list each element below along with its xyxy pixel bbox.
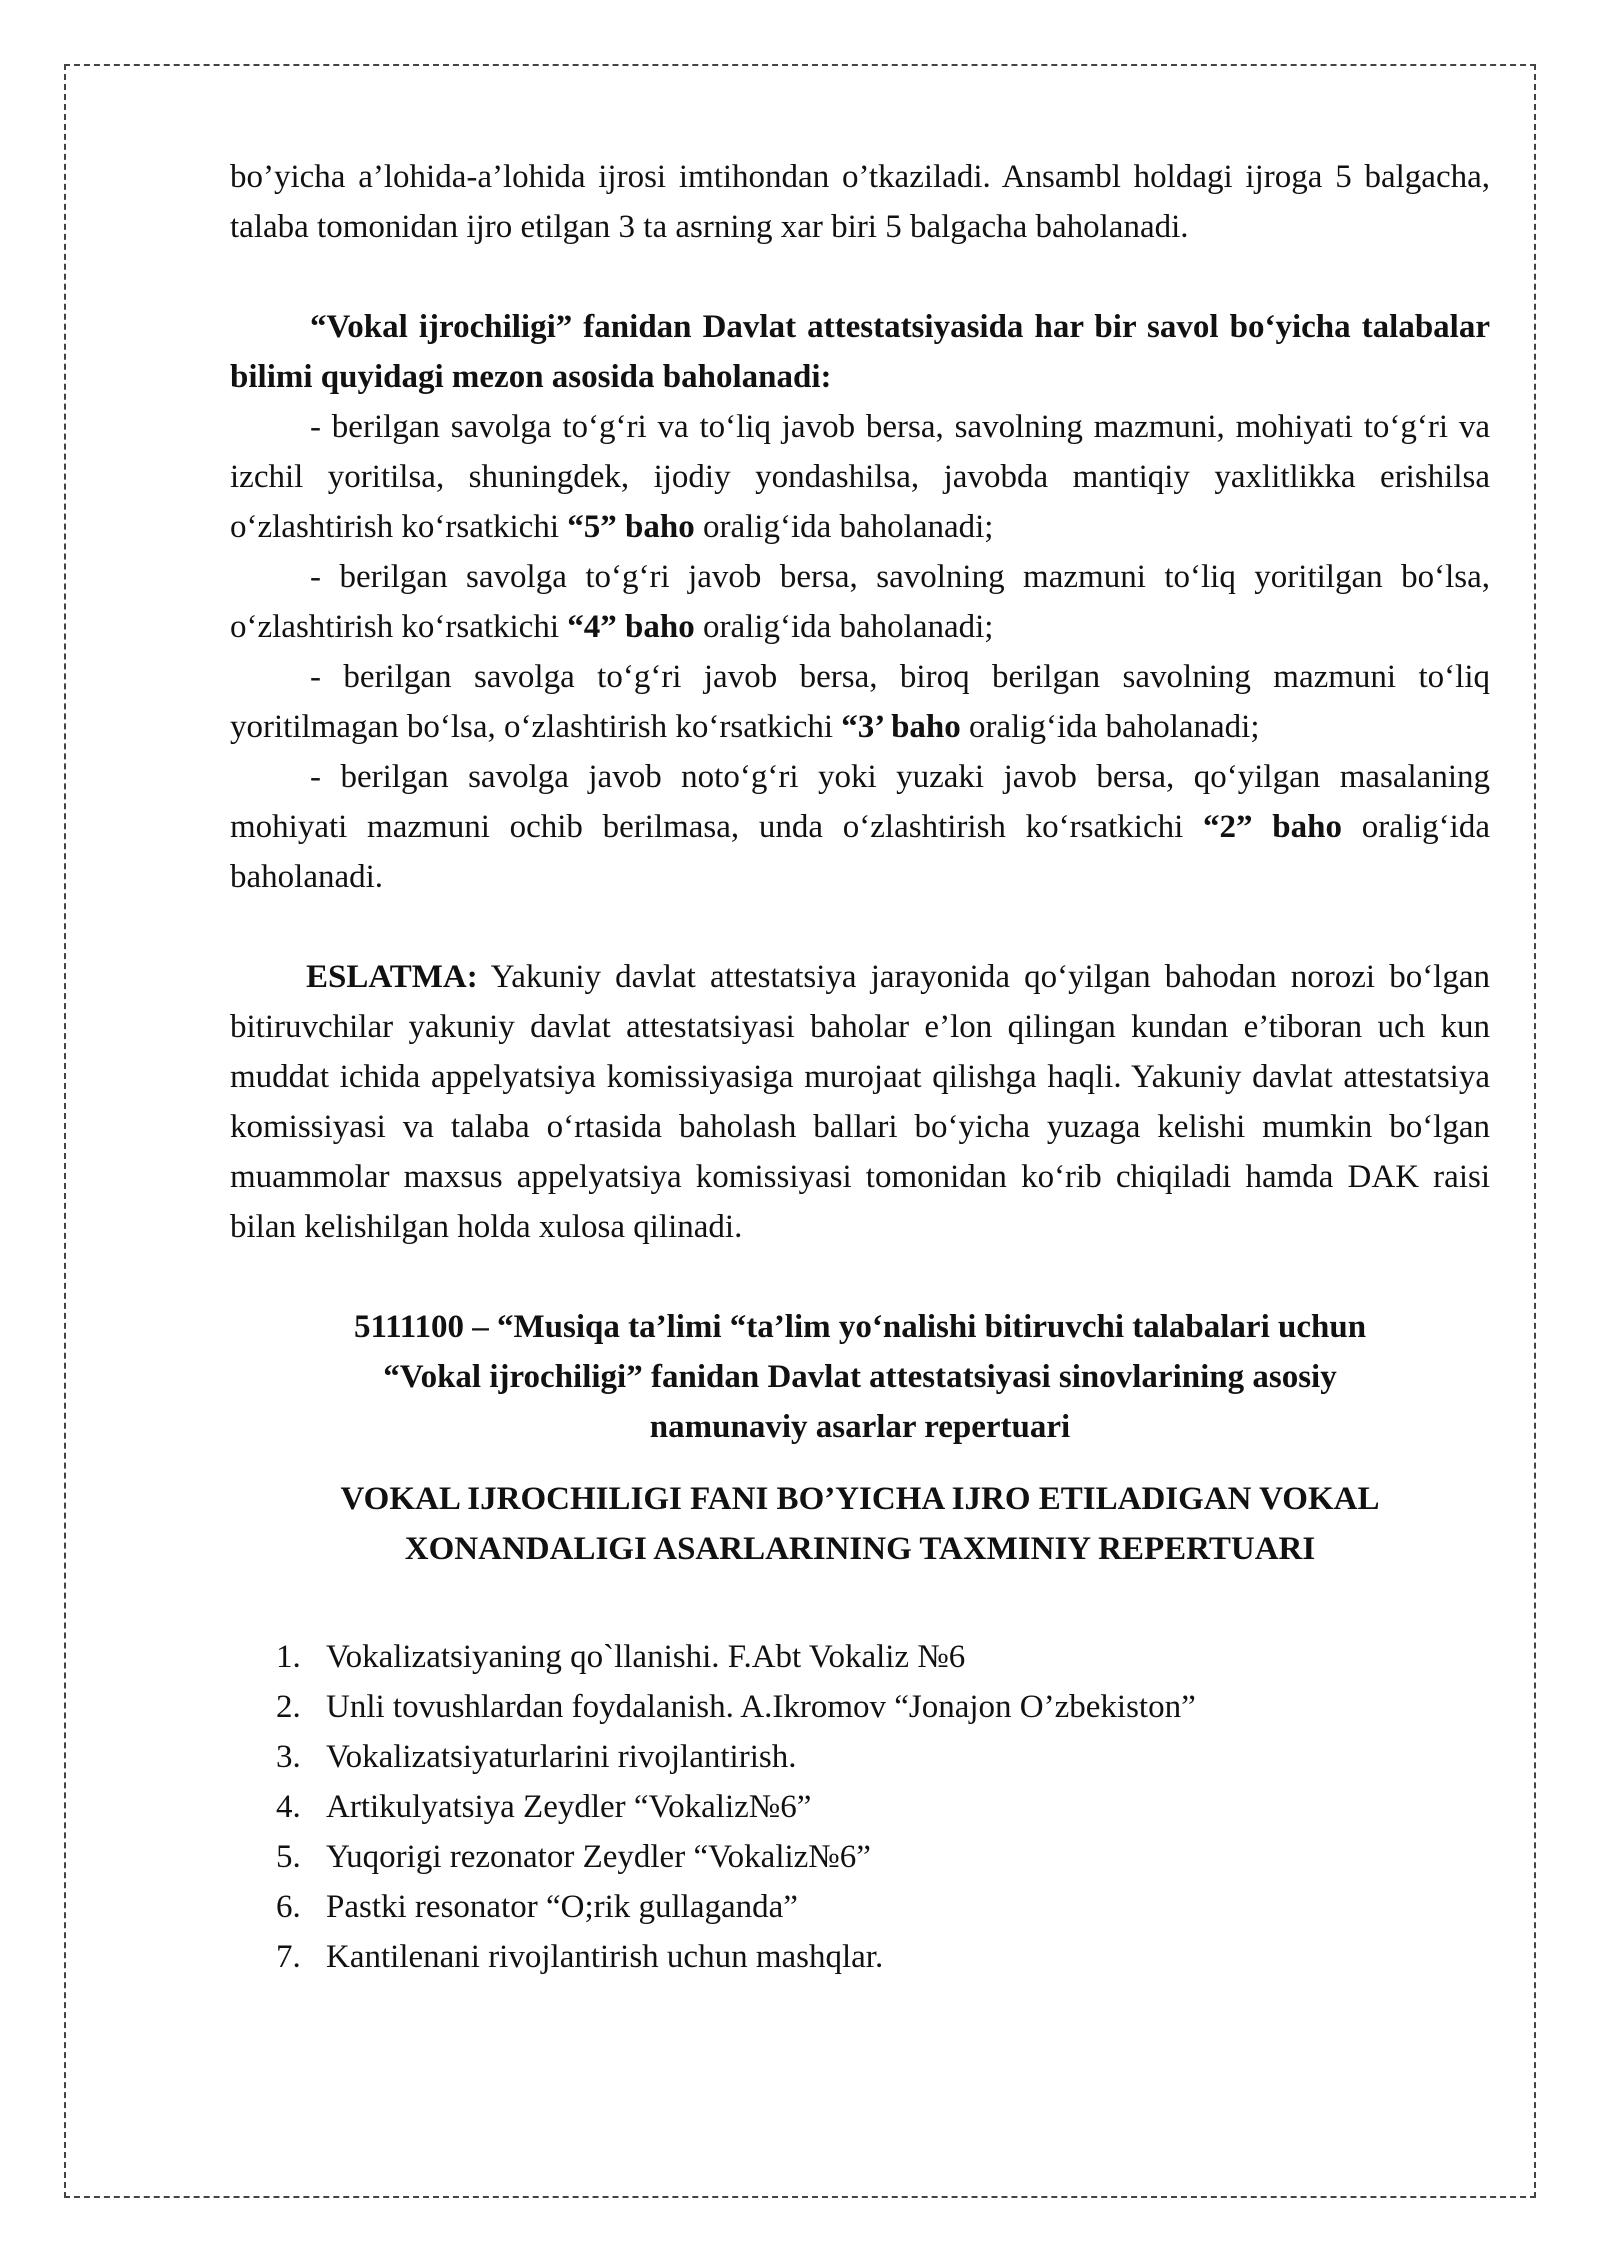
list-number: 2. [276,1689,301,1725]
criterion-text: oralig‘ida baholanadi; [960,709,1260,745]
list-number: 4. [276,1789,301,1825]
intro-paragraph: bo’yicha a’lohida-a’lohida ijrosi imtihondan o’tkaziladi. Ansambl holdagi ijroga 5 balgacha, talaba tomonidan ijro etilgan 3 ta asrning xar biri 5 balgacha baholanadi. [230,159,1490,245]
note-paragraph [230,952,1490,1252]
criterion-4 [230,552,1490,652]
section-title-line: namunaviy asarlar repertuari [649,1409,1071,1445]
grade-label: “3’ baho [841,709,961,745]
note-label: ESLATMA: [306,959,478,995]
criterion-text: oralig‘ida baholanadi. [230,809,1490,895]
section-title-line: “Vokal ijrochiligi” fanidan Davlat attestatsiyasi sinovlarining asosiy [383,1359,1337,1395]
list-number: 7. [276,1939,301,1975]
list-item [230,1782,1490,1832]
list-number: 1. [276,1639,301,1675]
grade-label: “2” baho [1203,809,1342,845]
criterion-text: oralig‘ida baholanadi; [694,509,994,545]
criterion-text: oralig‘ida baholanadi; [694,609,994,645]
repertoire-title [230,1474,1490,1574]
criterion-3 [230,652,1490,752]
repertoire-title-line: VOKAL IJROCHILIGI FANI BO’YICHA IJRO ETILADIGAN VOKAL [340,1481,1380,1517]
list-item-text: Yuqorigi rezonator Zeydler “Vokaliz№6” [326,1839,871,1875]
list-number: 3. [276,1739,301,1775]
criterion-text: - berilgan savolga to‘g‘ri javob bersa, savolning mazmuni to‘liq yoritilgan bo‘lsa, o‘zlashtirish ko‘rsatkichi [230,559,1490,645]
document-body [230,152,1490,1982]
note-text: Yakuniy davlat attestatsiya jarayonida qo‘yilgan bahodan norozi bo‘lgan bitiruvchilar yakuniy davlat attestatsiyasi baholar e’lon qilingan kundan e’tiboran uch kun muddat ichida appelyatsiya komissiyasiga murojaat qilishga haqli. Yakuniy davlat attestatsiya komissiyasi va talaba o‘rtasida baholash ballari bo‘yicha yuzaga kelishi mumkin bo‘lgan muammolar maxsus appelyatsiya komissiyasi tomonidan ko‘rib chiqiladi hamda DAK raisi bilan kelishilgan holda xulosa qilinadi. [230,959,1490,1245]
criterion-5 [230,402,1490,552]
list-item [230,1932,1490,1982]
section-title-line: 5111100 – “Musiqa ta’limi “ta’lim yo‘nalishi bitiruvchi talabalari uchun [353,1309,1367,1345]
spacer [230,252,1490,302]
grade-label: “4” baho [567,609,695,645]
list-item [230,1882,1490,1932]
list-item [230,1732,1490,1782]
criterion-text: - berilgan savolga to‘g‘ri va to‘liq javob bersa, savolning mazmuni, mohiyati to‘g‘ri va izchil yoritilsa, shuningdek, ijodiy yondashilsa, javobda mantiqiy yaxlitlikka erishilsa o‘zlashtirish ko‘rsatkichi [230,409,1490,545]
spacer [230,1252,1490,1302]
list-item [230,1632,1490,1682]
criteria-heading: “Vokal ijrochiligi” fanidan Davlat attestatsiyasida har bir savol bo‘yicha talabalar bilimi quyidagi mezon asosida baholanadi: [230,309,1490,395]
list-number: 6. [276,1889,301,1925]
criterion-2 [230,752,1490,902]
repertoire-list [230,1632,1490,1982]
list-item-text: Vokalizatsiyaturlarini rivojlantirish. [326,1739,797,1775]
list-item [230,1682,1490,1732]
list-number: 5. [276,1839,301,1875]
list-item-text: Unli tovushlardan foydalanish. A.Ikromov “Jonajon O’zbekiston” [326,1689,1196,1725]
criterion-text: - berilgan savolga javob noto‘g‘ri yoki yuzaki javob bersa, qo‘yilgan masalaning mohiyati mazmuni ochib berilmasa, unda o‘zlashtirish ko‘rsatkichi [230,759,1490,845]
list-item-text: Kantilenani rivojlantirish uchun mashqlar. [326,1939,884,1975]
list-item-text: Artikulyatsiya Zeydler “Vokaliz№6” [326,1789,812,1825]
spacer [230,902,1490,952]
grade-label: “5” baho [567,509,695,545]
list-item [230,1832,1490,1882]
criterion-text: - berilgan savolga to‘g‘ri javob bersa, biroq berilgan savolning mazmuni to‘liq yoritilmagan bo‘lsa, o‘zlashtirish ko‘rsatkichi [230,659,1490,745]
repertoire-title-line: XONANDALIGI ASARLARINING TAXMINIY REPERTUARI [404,1531,1316,1567]
section-title [230,1302,1490,1452]
list-item-text: Pastki resonator “O;rik gullaganda” [326,1889,798,1925]
list-item-text: Vokalizatsiyaning qo`llanishi. F.Abt Vokaliz №6 [326,1639,966,1675]
